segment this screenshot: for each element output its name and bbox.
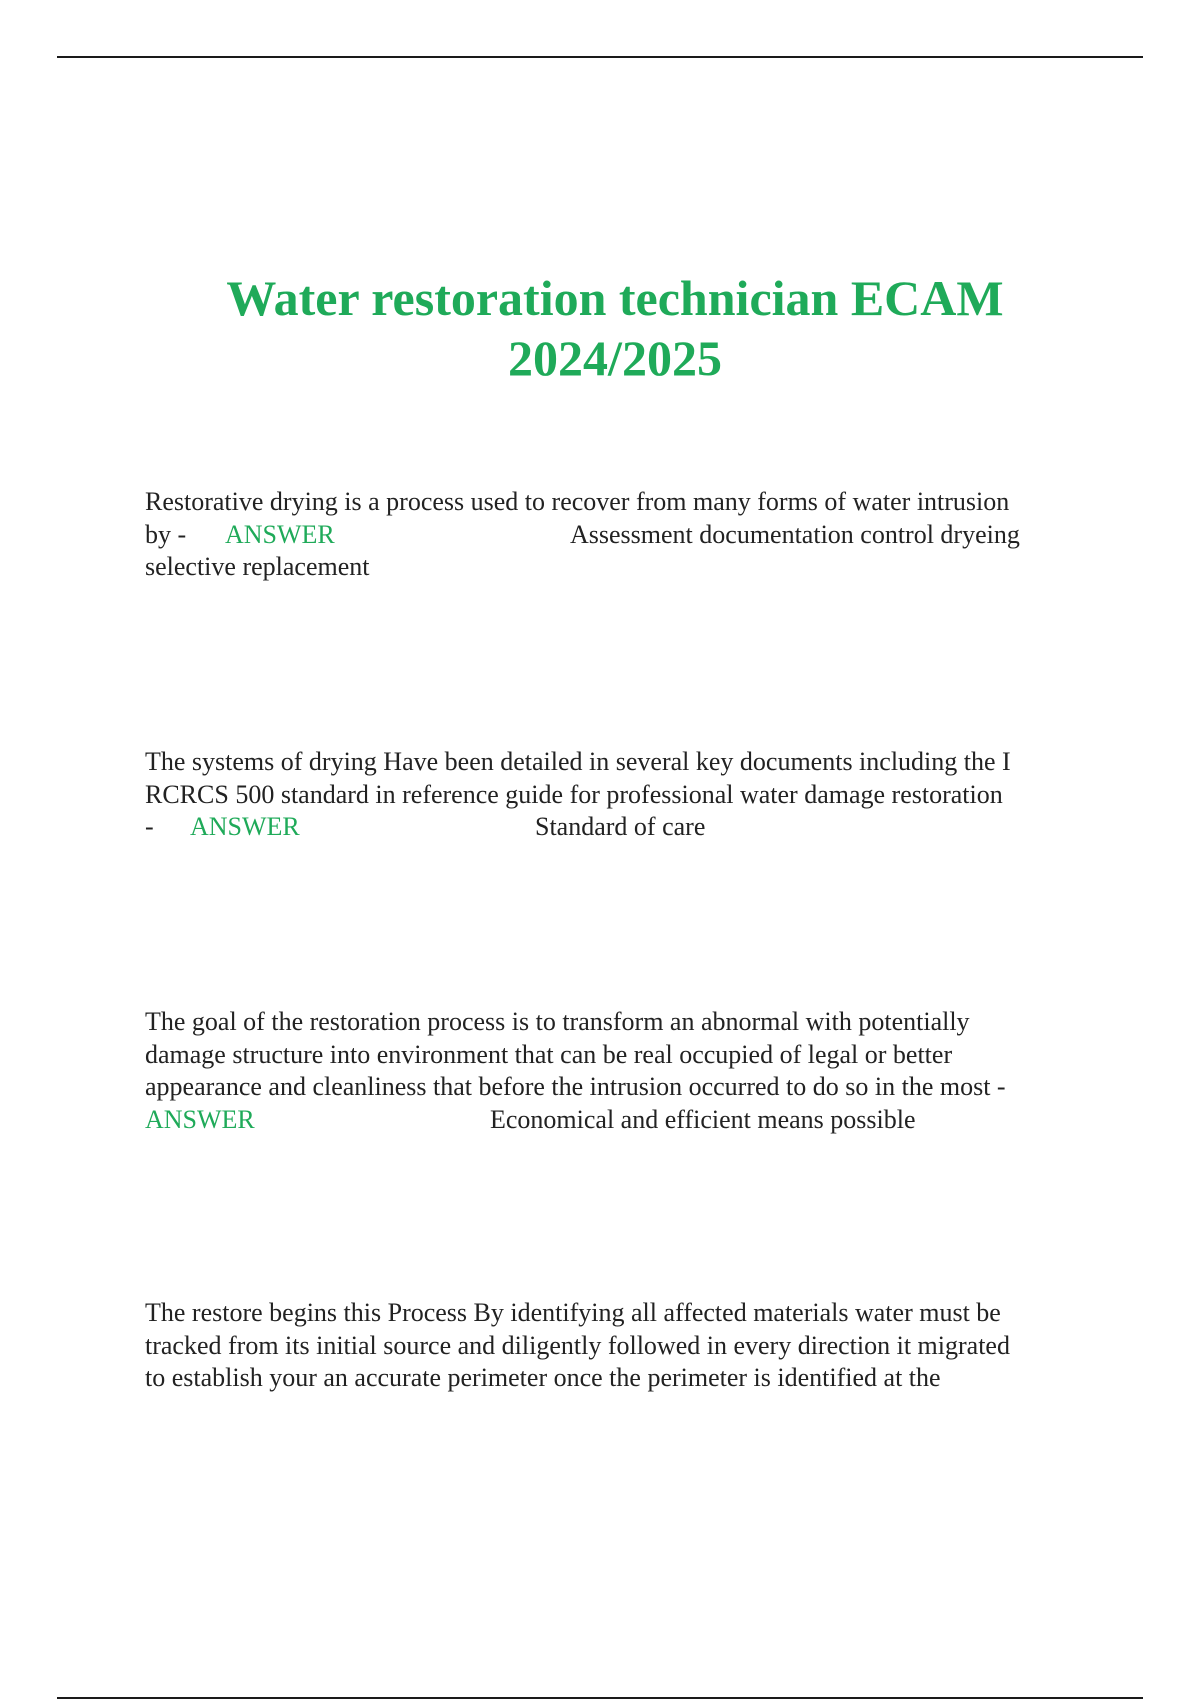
question-line: Restorative drying is a process used to recover from many forms of water intrusion xyxy=(145,487,1010,516)
answer-line xyxy=(145,1104,1090,1137)
answer-label: ANSWER xyxy=(190,812,300,841)
question-line-with-answer xyxy=(145,811,1090,844)
question-line: The goal of the restoration process is to transform an abnormal with potentially xyxy=(145,1007,970,1036)
question-line: selective replacement xyxy=(145,552,370,581)
document-title xyxy=(110,268,1120,388)
question-line: The systems of drying Have been detailed in several key documents including the I xyxy=(145,747,1011,776)
header-rule xyxy=(57,56,1143,58)
question-line: damage structure into environment that can be real occupied of legal or better xyxy=(145,1039,953,1069)
question-line-with-answer xyxy=(145,519,1090,552)
qa-item-2 xyxy=(145,746,1090,844)
question-line: - xyxy=(145,812,154,841)
question-line: RCRCS 500 standard in reference guide for professional water damage restoration xyxy=(145,779,1003,809)
qa-item-3 xyxy=(145,1006,1090,1136)
footer-rule xyxy=(57,1697,1143,1699)
question-line: The restore begins this Process By identifying all affected materials water must be xyxy=(145,1298,1001,1327)
answer-label: ANSWER xyxy=(225,519,335,549)
answer-text: Standard of care xyxy=(535,812,706,841)
qa-item-1 xyxy=(145,486,1090,584)
answer-label: ANSWER xyxy=(145,1104,255,1134)
question-line: to establish your an accurate perimeter once the perimeter is identified at the xyxy=(145,1363,941,1392)
question-line: appearance and cleanliness that before the intrusion occurred to do so in the most - xyxy=(145,1072,1006,1101)
qa-item-4 xyxy=(145,1297,1090,1395)
question-line: tracked from its initial source and diligently followed in every direction it migrated xyxy=(145,1330,1010,1360)
title-line-1: Water restoration technician ECAM xyxy=(226,270,1004,326)
answer-text: Assessment documentation control dryeing xyxy=(570,519,1020,549)
question-line: by - xyxy=(145,519,187,549)
title-line-2: 2024/2025 xyxy=(508,330,722,386)
answer-text: Economical and efficient means possible xyxy=(490,1104,916,1134)
